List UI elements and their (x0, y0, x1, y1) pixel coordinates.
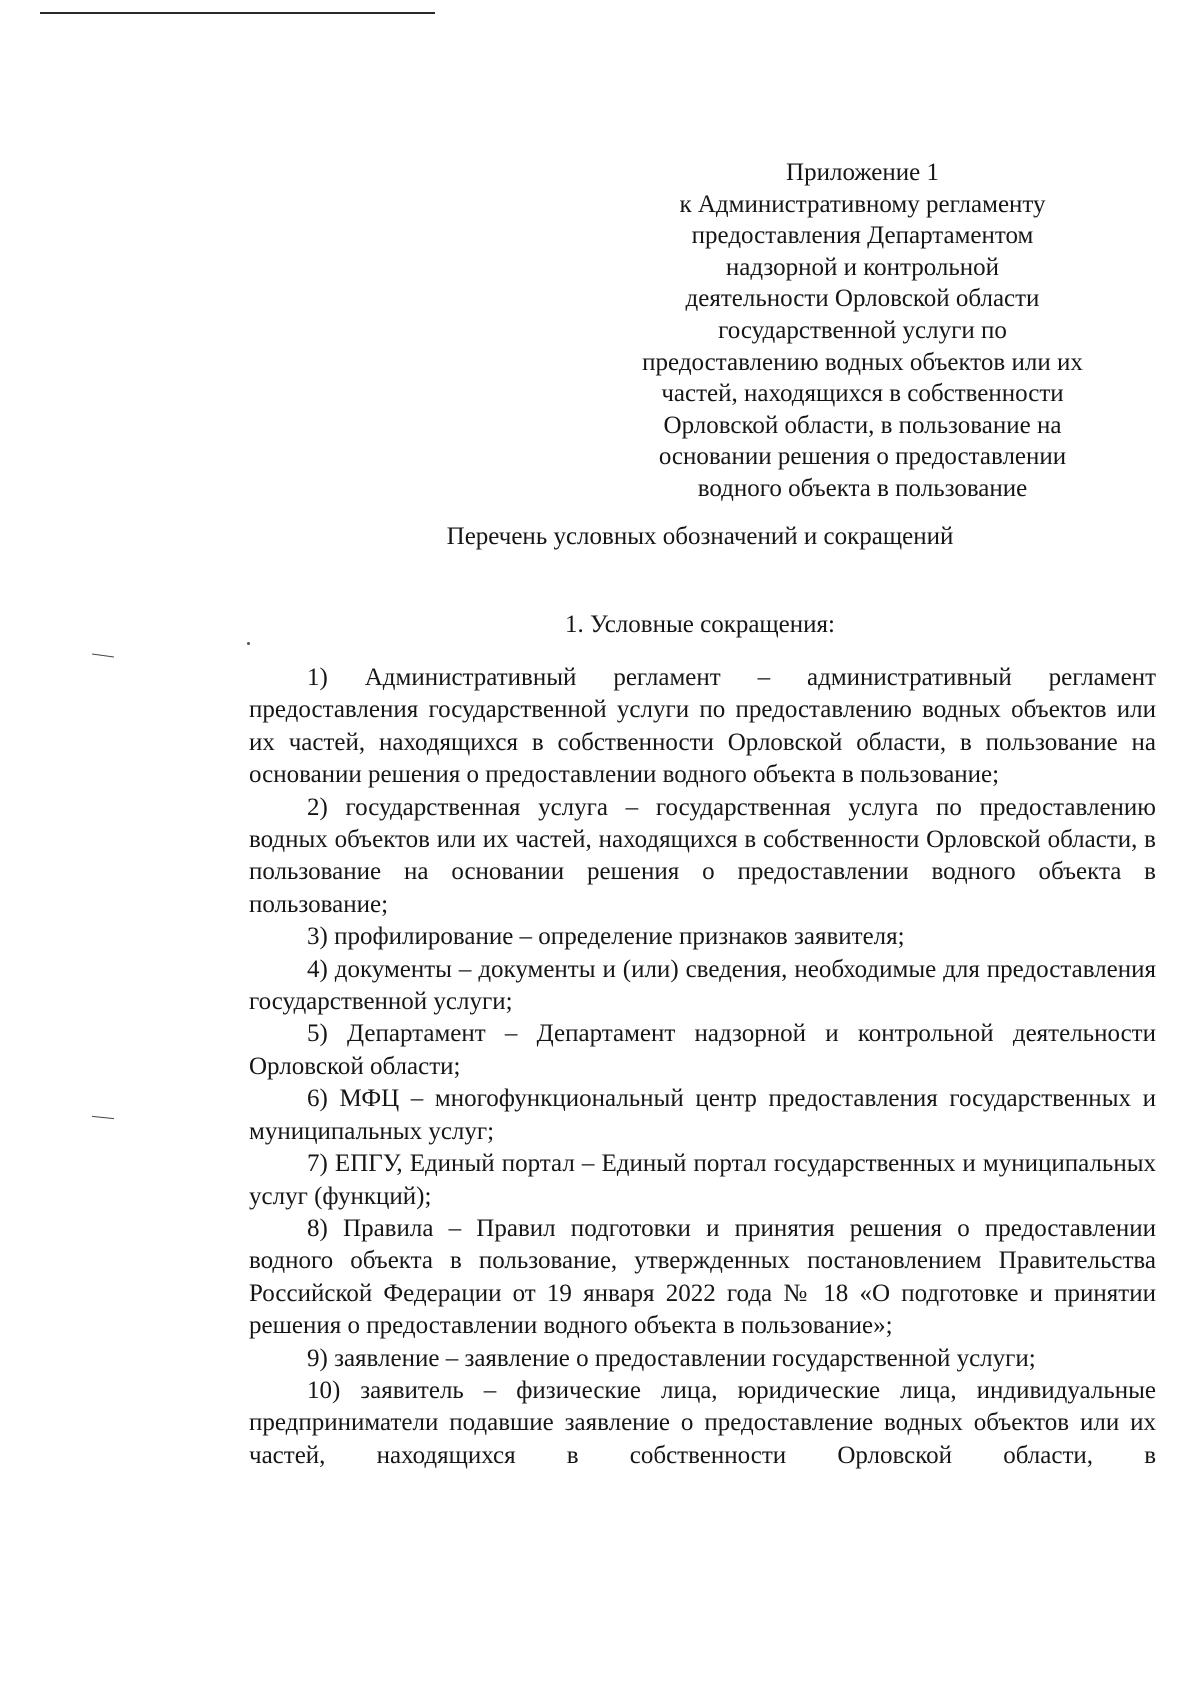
appendix-line: предоставлению водных объектов или их (642, 348, 1083, 376)
top-rule (40, 12, 435, 14)
list-item: 1) Административный регламент – административный регламент предоставления государственной услуги по предоставлению водных объектов или их частей, находящихся в собственности Орловской области, в пользование на основании решения о предоставлении водного объекта в пользование; (249, 664, 1156, 789)
scan-mark (92, 653, 114, 657)
list-item: 4) документы – документы и (или) сведения, необходимые для предоставления государственной услуги; (249, 955, 1156, 1016)
appendix-header (600, 157, 1125, 505)
abbreviations-list (249, 662, 1156, 1472)
appendix-line: Приложение 1 (786, 159, 939, 186)
appendix-line: к Административному регламенту (679, 190, 1046, 218)
list-item: 9) заявление – заявление о предоставлении государственной услуги; (307, 1344, 1036, 1372)
document-title: Перечень условных обозначений и сокращений (446, 523, 954, 550)
appendix-line: Орловской области, в пользование на (663, 411, 1062, 439)
appendix-line: основании решения о предоставлении (658, 443, 1067, 471)
list-item: 5) Департамент – Департамент надзорной и контрольной деятельности Орловской области; (249, 1020, 1156, 1080)
list-item: 6) МФЦ – многофункциональный центр предоставления государственных и муниципальных услуг; (249, 1085, 1156, 1145)
appendix-line: предоставления Департаментом (691, 222, 1034, 250)
section-title: 1. Условные сокращения: (565, 611, 835, 638)
list-item: 3) профилирование – определение признаков заявителя; (307, 923, 905, 951)
list-item: 7) ЕПГУ, Единый портал – Единый портал государственных и муниципальных услуг (функций); (249, 1150, 1156, 1210)
list-item: 8) Правила – Правил подготовки и принятия решения о предоставлении водного объекта в пользование, утвержденных постановлением Правительства Российской Федерации от 19 января 2022 года № 18 «О подготовке и принятии решения о предоставлении водного объекта в пользование»; (249, 1214, 1156, 1340)
list-item: 10) заявитель – физические лица, юридические лица, индивидуальные предприниматели подавшие заявление о предоставление водных объектов или их частей, находящихся в собственности Орловской области, в (249, 1376, 1156, 1469)
scan-dot (247, 642, 250, 645)
appendix-line: надзорной и контрольной (725, 253, 1000, 281)
list-item: 2) государственная услуга – государственная услуга по предоставлению водных объектов или их частей, находящихся в собственности Орловской области, в пользование на основании решения о предоставлении водного объекта в пользование; (249, 793, 1156, 918)
appendix-line: деятельности Орловской области (685, 285, 1040, 313)
scan-mark (92, 1116, 114, 1119)
appendix-line: государственной услуги по (718, 316, 1007, 344)
appendix-line: водного объекта в пользование (697, 474, 1028, 502)
appendix-line: частей, находящихся в собственности (661, 380, 1064, 408)
